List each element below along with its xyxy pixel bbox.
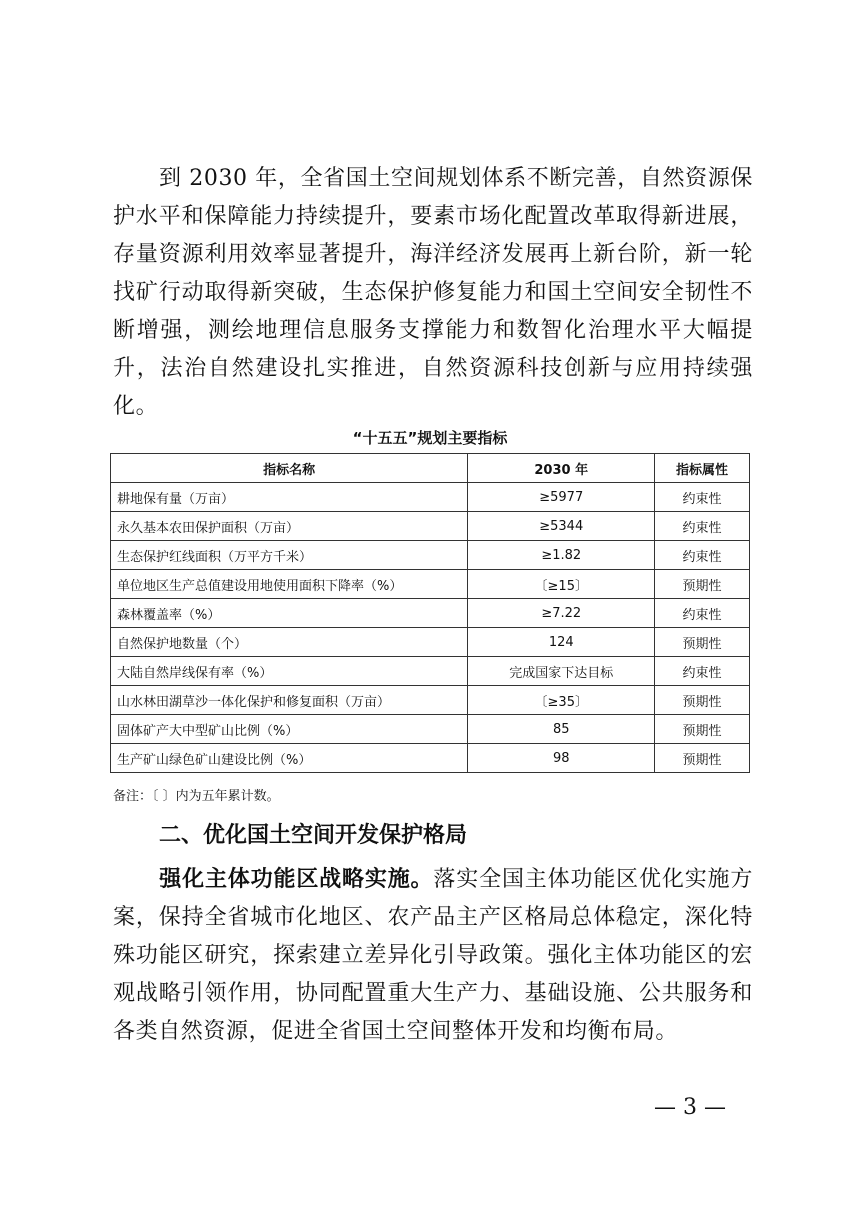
target-2030-cell: 完成国家下达目标 bbox=[468, 657, 655, 686]
attribute-cell: 约束性 bbox=[655, 599, 750, 628]
paragraph-lead: 强化主体功能区战略实施。 bbox=[159, 866, 434, 892]
indicator-name-cell: 单位地区生产总值建设用地使用面积下降率（%） bbox=[111, 570, 468, 599]
attribute-cell: 约束性 bbox=[655, 483, 750, 512]
target-2030-cell: 〔≥35〕 bbox=[468, 686, 655, 715]
attribute-cell: 预期性 bbox=[655, 715, 750, 744]
indicator-name-cell: 山水林田湖草沙一体化保护和修复面积（万亩） bbox=[111, 686, 468, 715]
indicator-name-cell: 生产矿山绿色矿山建设比例（%） bbox=[111, 744, 468, 773]
paragraph-body: 落实全国主体功能区优化实施方案，保持全省城市化地区、农产品主产区格局总体稳定，深化特殊功能区研究，探索建立差异化引导政策。强化主体功能区的宏观战略引领作用，协同配置重大生产力、基础设施、公共服务和各类自然资源，促进全省国土空间整体开发和均衡布局。 bbox=[113, 867, 754, 1044]
attribute-cell: 预期性 bbox=[655, 744, 750, 773]
header-2030: 2030 年 bbox=[468, 454, 655, 483]
indicator-name-cell: 耕地保有量（万亩） bbox=[111, 483, 468, 512]
target-2030-cell: ≥5344 bbox=[468, 512, 655, 541]
main-function-paragraph bbox=[113, 860, 753, 1051]
table-row bbox=[111, 686, 750, 715]
section-heading: 二、优化国土空间开发保护格局 bbox=[159, 823, 468, 848]
goal-paragraph-text: 到 2030 年，全省国土空间规划体系不断完善，自然资源保护水平和保障能力持续提升，要素市场化配置改革取得新进展，存量资源利用效率显著提升，海洋经济发展再上新台阶，新一轮找矿行动取得新突破，生态保护修复能力和国土空间安全韧性不断增强，测绘地理信息服务支撑能力和数智化治理水平大幅提升，法治自然建设扎实推进，自然资源科技创新与应用持续强化。 bbox=[113, 166, 753, 419]
target-2030-cell: 98 bbox=[468, 744, 655, 773]
table-row bbox=[111, 541, 750, 570]
table-row bbox=[111, 715, 750, 744]
indicator-name-cell: 生态保护红线面积（万平方千米） bbox=[111, 541, 468, 570]
table-row bbox=[111, 512, 750, 541]
indicator-name-cell: 森林覆盖率（%） bbox=[111, 599, 468, 628]
attribute-cell: 约束性 bbox=[655, 541, 750, 570]
attribute-cell: 预期性 bbox=[655, 628, 750, 657]
header-attribute: 指标属性 bbox=[655, 454, 750, 483]
table-row bbox=[111, 744, 750, 773]
attribute-cell: 预期性 bbox=[655, 570, 750, 599]
attribute-cell: 约束性 bbox=[655, 512, 750, 541]
indicator-name-cell: 大陆自然岸线保有率（%） bbox=[111, 657, 468, 686]
target-2030-cell: ≥1.82 bbox=[468, 541, 655, 570]
target-2030-cell: ≥7.22 bbox=[468, 599, 655, 628]
attribute-cell: 约束性 bbox=[655, 657, 750, 686]
indicator-name-cell: 自然保护地数量（个） bbox=[111, 628, 468, 657]
page-number: — 3 — bbox=[654, 1095, 726, 1120]
table-note: 备注：〔 〕内为五年累计数。 bbox=[113, 789, 280, 804]
target-2030-cell: ≥5977 bbox=[468, 483, 655, 512]
attribute-cell: 预期性 bbox=[655, 686, 750, 715]
table-title: “十五五”规划主要指标 bbox=[352, 429, 508, 447]
table-header-row bbox=[111, 454, 750, 483]
table-row bbox=[111, 657, 750, 686]
goal-paragraph bbox=[113, 160, 753, 426]
table-row bbox=[111, 483, 750, 512]
target-2030-cell: 85 bbox=[468, 715, 655, 744]
table-row bbox=[111, 570, 750, 599]
target-2030-cell: 〔≥15〕 bbox=[468, 570, 655, 599]
indicator-name-cell: 固体矿产大中型矿山比例（%） bbox=[111, 715, 468, 744]
table-row bbox=[111, 628, 750, 657]
target-2030-cell: 124 bbox=[468, 628, 655, 657]
indicator-name-cell: 永久基本农田保护面积（万亩） bbox=[111, 512, 468, 541]
indicators-table bbox=[110, 453, 750, 773]
table-row bbox=[111, 599, 750, 628]
header-indicator-name: 指标名称 bbox=[111, 454, 468, 483]
